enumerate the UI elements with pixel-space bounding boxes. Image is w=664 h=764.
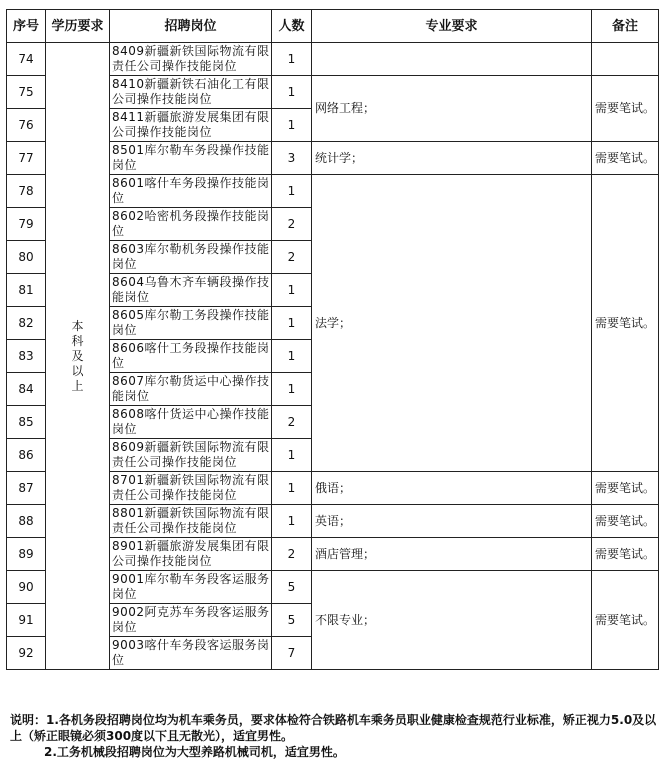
table-row: [7, 43, 659, 76]
header-major: 专业要求: [312, 10, 592, 43]
count-cell: 1: [272, 340, 312, 373]
header-count: 人数: [272, 10, 312, 43]
position-cell: 8410新疆新铁石油化工有限公司操作技能岗位: [110, 76, 272, 109]
position-cell: 8608喀什货运中心操作技能岗位: [110, 406, 272, 439]
seq-cell: 88: [7, 505, 46, 538]
seq-cell: 75: [7, 76, 46, 109]
position-cell: 8603库尔勒机务段操作技能岗位: [110, 241, 272, 274]
position-cell: 8411新疆旅游发展集团有限公司操作技能岗位: [110, 109, 272, 142]
education-cell: [46, 43, 110, 670]
major-cell: 不限专业；: [312, 571, 592, 670]
count-cell: 7: [272, 637, 312, 670]
position-cell: 9002阿克苏车务段客运服务岗位: [110, 604, 272, 637]
count-cell: 2: [272, 406, 312, 439]
major-cell: 统计学；: [312, 142, 592, 175]
notes-section: [10, 712, 660, 760]
count-cell: 2: [272, 208, 312, 241]
recruitment-table: [6, 9, 659, 670]
seq-cell: 92: [7, 637, 46, 670]
count-cell: 1: [272, 175, 312, 208]
seq-cell: 90: [7, 571, 46, 604]
note-cell: 需要笔试。: [592, 142, 659, 175]
note-cell: 需要笔试。: [592, 505, 659, 538]
seq-cell: 84: [7, 373, 46, 406]
position-cell: 8602哈密机务段操作技能岗位: [110, 208, 272, 241]
seq-cell: 91: [7, 604, 46, 637]
position-cell: 9003喀什车务段客运服务岗位: [110, 637, 272, 670]
count-cell: 1: [272, 472, 312, 505]
count-cell: 5: [272, 604, 312, 637]
education-value: 本科及以上: [71, 318, 84, 393]
count-cell: 3: [272, 142, 312, 175]
seq-cell: 77: [7, 142, 46, 175]
note-cell: 需要笔试。: [592, 571, 659, 670]
note-line-1: 说明：1.各机务段招聘岗位均为机车乘务员，要求体检符合铁路机车乘务员职业健康检查规范行业标准，矫正视力5.0及以上（矫正眼镜必须300度以下且无散光），适宜男性。: [10, 713, 657, 743]
note-cell: 需要笔试。: [592, 472, 659, 505]
note-line-2: 2.工务机械段招聘岗位为大型养路机械司机，适宜男性。: [44, 745, 345, 759]
major-cell: 俄语；: [312, 472, 592, 505]
seq-cell: 79: [7, 208, 46, 241]
count-cell: 2: [272, 241, 312, 274]
major-cell: 酒店管理；: [312, 538, 592, 571]
major-cell: 法学；: [312, 175, 592, 472]
count-cell: 1: [272, 43, 312, 76]
position-cell: 8501库尔勒车务段操作技能岗位: [110, 142, 272, 175]
major-cell: 网络工程；: [312, 76, 592, 142]
note-cell: 需要笔试。: [592, 538, 659, 571]
header-position: 招聘岗位: [110, 10, 272, 43]
seq-cell: 76: [7, 109, 46, 142]
seq-cell: 89: [7, 538, 46, 571]
seq-cell: 74: [7, 43, 46, 76]
seq-cell: 86: [7, 439, 46, 472]
header-seq: 序号: [7, 10, 46, 43]
position-cell: 8801新疆新铁国际物流有限责任公司操作技能岗位: [110, 505, 272, 538]
position-cell: 9001库尔勒车务段客运服务岗位: [110, 571, 272, 604]
position-cell: 8606喀什工务段操作技能岗位: [110, 340, 272, 373]
table-header-row: [7, 10, 659, 43]
note-cell: 需要笔试。: [592, 175, 659, 472]
note-cell: [592, 43, 659, 76]
header-education: 学历要求: [46, 10, 110, 43]
major-cell: 英语；: [312, 505, 592, 538]
count-cell: 1: [272, 274, 312, 307]
seq-cell: 78: [7, 175, 46, 208]
position-cell: 8409新疆新铁国际物流有限责任公司操作技能岗位: [110, 43, 272, 76]
count-cell: 1: [272, 307, 312, 340]
seq-cell: 82: [7, 307, 46, 340]
count-cell: 1: [272, 373, 312, 406]
count-cell: 1: [272, 505, 312, 538]
count-cell: 1: [272, 76, 312, 109]
count-cell: 5: [272, 571, 312, 604]
count-cell: 2: [272, 538, 312, 571]
seq-cell: 80: [7, 241, 46, 274]
count-cell: 1: [272, 109, 312, 142]
header-note: 备注: [592, 10, 659, 43]
position-cell: 8607库尔勒货运中心操作技能岗位: [110, 373, 272, 406]
position-cell: 8604乌鲁木齐车辆段操作技能岗位: [110, 274, 272, 307]
position-cell: 8609新疆新铁国际物流有限责任公司操作技能岗位: [110, 439, 272, 472]
position-cell: 8701新疆新铁国际物流有限责任公司操作技能岗位: [110, 472, 272, 505]
major-cell: [312, 43, 592, 76]
seq-cell: 87: [7, 472, 46, 505]
seq-cell: 81: [7, 274, 46, 307]
note-cell: 需要笔试。: [592, 76, 659, 142]
position-cell: 8901新疆旅游发展集团有限公司操作技能岗位: [110, 538, 272, 571]
seq-cell: 83: [7, 340, 46, 373]
seq-cell: 85: [7, 406, 46, 439]
position-cell: 8601喀什车务段操作技能岗位: [110, 175, 272, 208]
count-cell: 1: [272, 439, 312, 472]
position-cell: 8605库尔勒工务段操作技能岗位: [110, 307, 272, 340]
